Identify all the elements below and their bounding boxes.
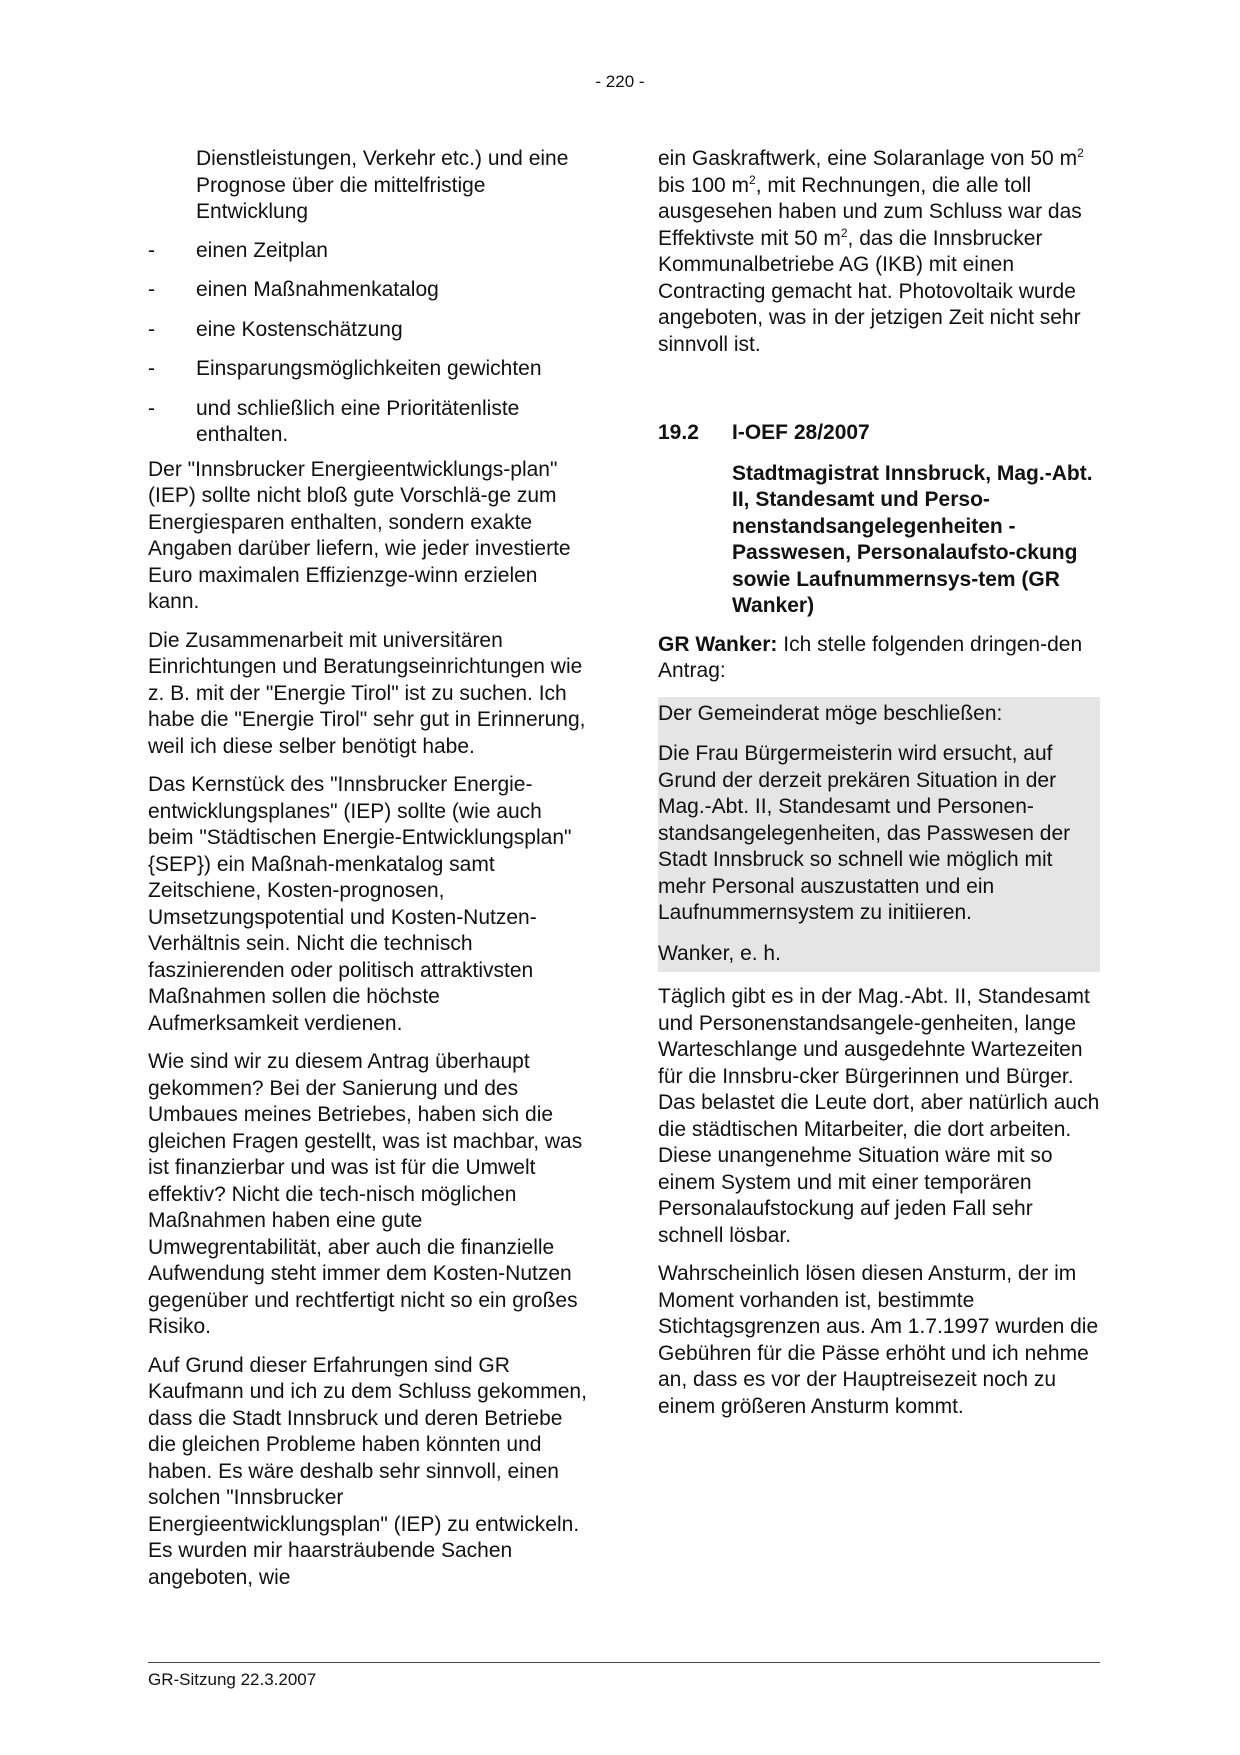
section-subject: Stadtmagistrat Innsbruck, Mag.-Abt. II, Standesamt und Perso-nenstandsangelegenheiten - Passwesen, Personalaufsto-ckung sowie Laufnummernsys-tem (GR Wanker) [732, 461, 1093, 617]
right-column [658, 146, 1100, 1432]
list-item [148, 277, 588, 304]
list-item-text: Einsparungsmöglichkeiten gewichten [196, 357, 542, 380]
body-paragraph: Täglich gibt es in der Mag.-Abt. II, Standesamt und Personenstandsangele-genheiten, lange Warteschlange und ausgedehnte Wartezeiten für die Innsbru-cker Bürgerinnen und Bürger. Das belastet die Leute dort, aber natürlich auch die städtischen Mitarbeiter, die dort arbeiten. Diese unangenehme Situation wäre mit so einem System und mit einer temporären Personalaufstockung auf jeden Fall sehr schnell lösbar. [658, 985, 1100, 1247]
list-item [148, 356, 588, 383]
superscript: 2 [840, 225, 848, 240]
motion-signature: Wanker, e. h. [658, 941, 781, 965]
list-item-text: eine Kostenschätzung [196, 317, 403, 341]
motion-box [658, 697, 1100, 973]
body-paragraph: Das Kernstück des "Innsbrucker Energie-entwicklungsplanes" (IEP) sollte (wie auch beim "Städtischen Energie-Entwicklungsplan" {SEP}) ein Maßnah-menkatalog samt Zeitschiene, Kosten-prognosen, Umsetzungspotential und Kosten-Nutzen-Verhältnis sein. Nicht die technisch faszinierenden oder politisch attraktivsten Maßnahmen sollen die höchste Aufmerksamkeit verdienen. [148, 773, 572, 1035]
intro-paragraph [658, 146, 1100, 358]
intro-text: bis 100 m [658, 173, 750, 197]
list-dash: - [148, 238, 155, 262]
intro-text: , mit Rechnungen, die alle toll ausgesehen haben und zum Schluss war das Effektivste mit 50 m [658, 173, 1082, 250]
list-dash: - [148, 278, 155, 301]
list-item [148, 238, 588, 265]
section-number: 19.2 [658, 421, 699, 444]
superscript: 2 [749, 172, 756, 187]
page-number: - 220 - [595, 72, 645, 91]
list-dash: - [148, 317, 155, 341]
intro-text: ein Gaskraftwerk, eine Solaranlage von 50 m [658, 147, 1078, 170]
footer-text: GR-Sitzung 22.3.2007 [148, 1670, 317, 1689]
section-code: I-OEF 28/2007 [732, 421, 870, 444]
list-item-text: einen Zeitplan [196, 238, 328, 262]
motion-line: Der Gemeinderat möge beschließen: [658, 701, 1003, 725]
superscript: 2 [1077, 146, 1084, 160]
list-item-text: und schließlich eine Prioritätenliste enthalten. [196, 396, 520, 446]
body-paragraph: Die Zusammenarbeit mit universitären Einrichtungen und Beratungseinrichtungen wie z. B. mit der "Energie Tirol" ist zu suchen. Ich habe die "Energie Tirol" sehr gut in Erinnerung, weil ich diese selber benötigt habe. [148, 628, 586, 758]
body-paragraph: Wahrscheinlich lösen diesen Ansturm, der im Moment vorhanden ist, bestimmte Stichtagsgrenzen aus. Am 1.7.1997 wurden die Gebühren für die Pässe erhöht und ich nehme an, dass es vor der Hauptreisezeit noch zu einem größeren Ansturm kommt. [658, 1262, 1099, 1418]
left-column [148, 146, 588, 1603]
list-dash: - [148, 357, 155, 380]
motion-line: Die Frau Bürgermeisterin wird ersucht, auf Grund der derzeit prekären Situation in der Mag.-Abt. II, Standesamt und Personen-standsangelegenheiten, das Passwesen der Stadt Innsbruck so schnell wie möglich mit mehr Personal auszustatten und ein Laufnummernsystem zu initiieren. [658, 742, 1071, 924]
body-paragraph: Auf Grund dieser Erfahrungen sind GR Kaufmann und ich zu dem Schluss gekommen, dass die Stadt Innsbruck und deren Betriebe die gleichen Probleme haben könnten und haben. Es wäre deshalb sehr sinnvoll, einen solchen "Innsbrucker Energieentwicklungsplan" (IEP) zu entwickeln. Es wurden mir haarsträubende Sachen angeboten, wie [148, 1353, 587, 1589]
list-item [148, 396, 588, 449]
section-heading [658, 420, 1100, 447]
list-item-text: einen Maßnahmenkatalog [196, 278, 439, 301]
list-dash: - [148, 396, 155, 420]
speaker-paragraph [658, 632, 1100, 685]
body-paragraph: Wie sind wir zu diesem Antrag überhaupt gekommen? Bei der Sanierung und des Umbaues meines Betriebes, haben sich die gleichen Fragen gestellt, was ist machbar, was ist finanzierbar und was ist für die Umwelt effektiv? Nicht die tech-nisch möglichen Maßnahmen haben eine gute Umwegrentabilität, aber auch die finanzielle Aufwendung steht immer dem Kosten-Nutzen gegenüber und rechtfertigt nicht so ein großes Risiko. [148, 1050, 583, 1338]
intro-text: , das die Innsbrucker Kommunalbetriebe AG (IKB) mit einen Contracting gemacht hat. Photovoltaik wurde angeboten, was in der jetzigen Zeit nicht sehr sinnvoll ist. [658, 226, 1081, 356]
footer-divider [148, 1662, 1100, 1663]
list-item [148, 317, 588, 344]
continuation-text: Dienstleistungen, Verkehr etc.) und eine Prognose über die mittelfristige Entwicklung [196, 147, 569, 223]
speaker-text: Ich stelle folgenden dringen-den Antrag: [658, 632, 1083, 682]
body-paragraph: Der "Innsbrucker Energieentwicklungs-plan" (IEP) sollte nicht bloß gute Vorschlä-ge zum Energiesparen enthalten, sondern exakte Angaben darüber liefern, wie jeder investierte Euro maximalen Effizienzge-winn erzielen kann. [148, 457, 571, 613]
speaker-name: GR Wanker: [658, 632, 778, 656]
